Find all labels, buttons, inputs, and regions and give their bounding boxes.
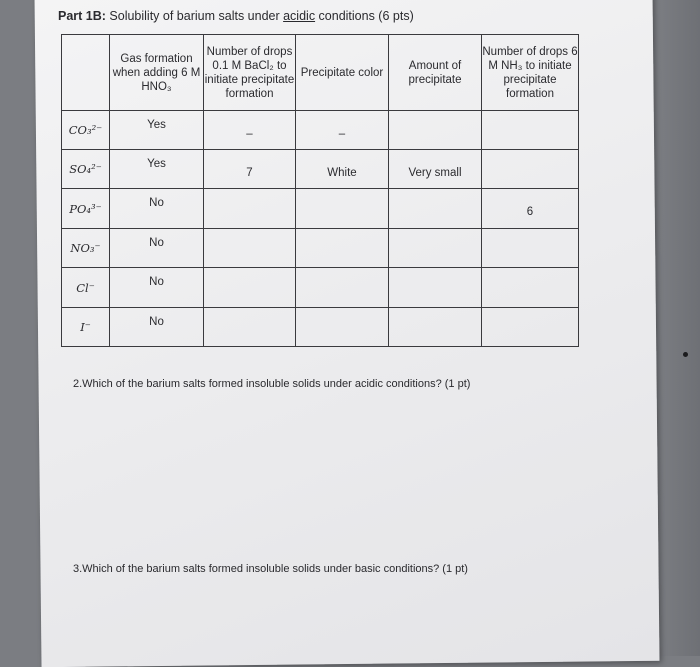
- solubility-table: [61, 34, 579, 347]
- question-3: 3.Which of the barium salts formed insoluble solids under basic conditions? (1 pt): [73, 563, 468, 575]
- drops-nh3-cell[interactable]: [482, 111, 579, 150]
- ion-label: PO₄³⁻: [62, 189, 110, 229]
- drops-nh3-cell[interactable]: [482, 308, 579, 347]
- ion-label: I⁻: [62, 308, 110, 347]
- drops-bacl2-cell[interactable]: [204, 229, 296, 268]
- table-row: [62, 150, 579, 189]
- gas-cell[interactable]: No: [110, 229, 204, 268]
- header-drops-nh3: Number of drops 6 M NH₃ to initiate precipitate formation: [482, 35, 579, 111]
- amount-cell[interactable]: [389, 111, 482, 150]
- gas-cell[interactable]: No: [110, 189, 204, 229]
- question-2: 2.Which of the barium salts formed insoluble solids under acidic conditions? (1 pt): [73, 378, 471, 390]
- gas-cell[interactable]: No: [110, 308, 204, 347]
- header-precipitate-color: Precipitate color: [296, 35, 389, 111]
- gas-cell[interactable]: Yes: [110, 111, 204, 150]
- table-header-row: [62, 35, 579, 111]
- drops-nh3-cell[interactable]: [482, 229, 579, 268]
- ion-label: NO₃⁻: [62, 229, 110, 268]
- drops-nh3-cell[interactable]: 6: [482, 189, 579, 229]
- color-cell[interactable]: [296, 268, 389, 308]
- gas-cell[interactable]: Yes: [110, 150, 204, 189]
- amount-cell[interactable]: [389, 189, 482, 229]
- color-cell[interactable]: [296, 229, 389, 268]
- color-cell[interactable]: –: [296, 111, 389, 150]
- page-title: Part 1B: Solubility of barium salts under acidic conditions (6 pts): [58, 9, 414, 23]
- table-row: [62, 189, 579, 229]
- amount-cell[interactable]: [389, 229, 482, 268]
- drops-bacl2-cell[interactable]: –: [204, 111, 296, 150]
- ion-label: Cl⁻: [62, 268, 110, 308]
- table-row: [62, 308, 579, 347]
- drops-bacl2-cell[interactable]: 7: [204, 150, 296, 189]
- amount-cell[interactable]: [389, 268, 482, 308]
- drops-bacl2-cell[interactable]: [204, 308, 296, 347]
- ion-label: SO₄²⁻: [62, 150, 110, 189]
- drops-nh3-cell[interactable]: [482, 268, 579, 308]
- ink-dot: [683, 352, 688, 357]
- amount-cell[interactable]: Very small: [389, 150, 482, 189]
- table-row: [62, 111, 579, 150]
- header-drops-bacl2: Number of drops 0.1 M BaCl₂ to initiate precipitate formation: [204, 35, 296, 111]
- ion-label: CO₃²⁻: [62, 111, 110, 150]
- gas-cell[interactable]: No: [110, 268, 204, 308]
- drops-bacl2-cell[interactable]: [204, 189, 296, 229]
- table-row: [62, 229, 579, 268]
- color-cell[interactable]: [296, 308, 389, 347]
- color-cell[interactable]: White: [296, 150, 389, 189]
- table-row: [62, 268, 579, 308]
- color-cell[interactable]: [296, 189, 389, 229]
- amount-cell[interactable]: [389, 308, 482, 347]
- header-gas-formation: Gas formation when adding 6 M HNO₃: [110, 35, 204, 111]
- header-amount-precipitate: Amount of precipitate: [389, 35, 482, 111]
- drops-nh3-cell[interactable]: [482, 150, 579, 189]
- header-ion: [62, 35, 110, 111]
- drops-bacl2-cell[interactable]: [204, 268, 296, 308]
